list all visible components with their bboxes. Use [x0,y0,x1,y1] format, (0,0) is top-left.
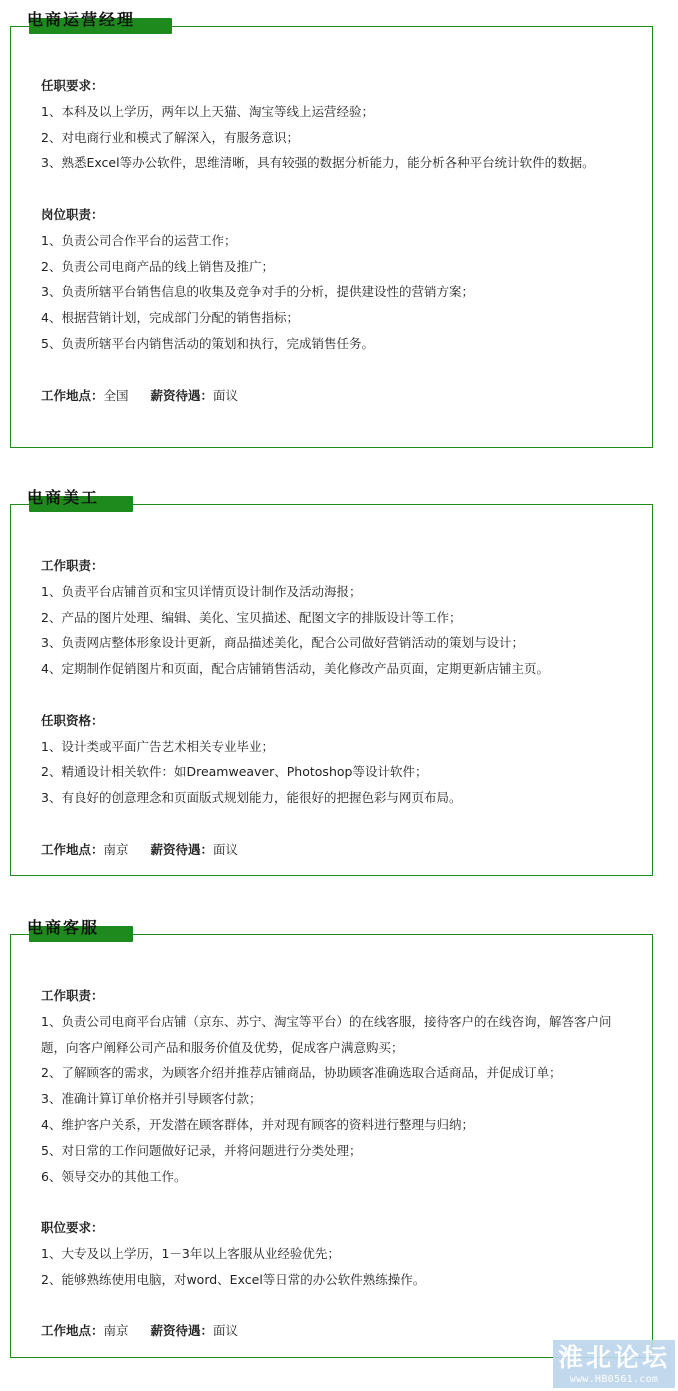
list-item: 3、准确计算订单价格并引导顾客付款； [41,1091,262,1107]
job-card-ecommerce-designer [10,488,653,876]
job-title: 电商运营经理 [27,10,136,29]
list-item: 2、对电商行业和模式了解深入，有服务意识； [41,129,299,145]
list-item: 5、对日常的工作问题做好记录，并将问题进行分类处理； [41,1142,362,1158]
list-item: 1、负责公司合作平台的运营工作； [41,232,237,248]
list-item: 5、负责所辖平台内销售活动的策划和执行，完成销售任务。 [41,335,374,351]
salary-label: 薪资待遇： [150,1323,214,1339]
job-title: 电商美工 [27,488,100,507]
job-footer [41,383,628,409]
list-item: 2、产品的图片处理、编辑、美化、宝贝描述、配图文字的排版设计等工作； [41,609,462,625]
list-item: 3、熟悉Excel等办公软件，思维清晰，具有较强的数据分析能力，能分析各种平台统计软件的数据。 [41,155,595,171]
job-card-ecommerce-customer-service [10,918,653,1358]
watermark-logo [553,1340,675,1388]
list-item: 3、负责网店整体形象设计更新，商品描述美化，配合公司做好营销活动的策划与设计； [41,635,524,651]
job-content [41,983,628,1344]
list-item: 2、负责公司电商产品的线上销售及推广； [41,258,274,274]
list-item: 6、领导交办的其他工作。 [41,1168,187,1184]
salary-label: 薪资待遇： [150,841,214,857]
list-item: 1、负责平台店铺首页和宝贝详情页设计制作及活动海报； [41,583,362,599]
location-value: 全国 [103,387,129,403]
salary-value: 面议 [213,1323,239,1339]
list-item: 1、设计类或平面广告艺术相关专业毕业； [41,738,274,754]
watermark-url: www.HB0561.com [569,1374,659,1385]
list-item: 3、负责所辖平台销售信息的收集及竞争对手的分析，提供建设性的营销方案； [41,284,474,300]
watermark-text: 淮北论坛 [557,1343,670,1372]
job-title: 电商客服 [27,918,100,937]
list-item: 2、了解顾客的需求，为顾客介绍并推荐店铺商品，协助顾客准确选取合适商品，并促成订单； [41,1065,562,1081]
location-label: 工作地点： [41,387,104,403]
section-heading: 工作职责： [41,558,104,573]
section-heading: 任职资格： [41,712,104,728]
list-item: 4、定期制作促销图片和页面，配合店铺销售活动，美化修改产品页面，定期更新店铺主页。 [41,661,549,677]
salary-value: 面议 [213,387,239,403]
job-footer [41,837,628,863]
list-item: 1、负责公司电商平台店铺（京东、苏宁、淘宝等平台）的在线客服，接待客户的在线咨询，解答客户问题，向客户阐释公司产品和服务价值及优势，促成客户满意购买； [41,1013,612,1055]
list-item: 3、有良好的创意理念和页面版式规划能力，能很好的把握色彩与网页布局。 [41,790,462,806]
location-label: 工作地点： [41,841,104,857]
job-content [41,73,628,408]
list-item: 4、根据营销计划，完成部门分配的销售指标； [41,310,299,326]
job-card-ecommerce-ops-manager [10,10,653,448]
location-label: 工作地点： [41,1323,104,1339]
salary-label: 薪资待遇： [150,387,214,403]
location-value: 南京 [103,1323,129,1339]
list-item: 1、大专及以上学历，1－3年以上客服从业经验优先； [41,1245,340,1261]
section-heading: 工作职责： [41,988,104,1003]
location-value: 南京 [103,841,129,857]
salary-value: 面议 [213,841,239,857]
list-item: 4、维护客户关系，开发潜在顾客群体，并对现有顾客的资料进行整理与归纳； [41,1116,474,1132]
list-item: 1、本科及以上学历，两年以上天猫、淘宝等线上运营经验； [41,103,374,119]
section-heading: 岗位职责： [41,206,104,222]
list-item: 2、能够熟练使用电脑，对word、Excel等日常的办公软件熟练操作。 [41,1271,426,1287]
job-footer [41,1318,628,1344]
section-heading: 任职要求： [41,78,104,93]
job-content [41,553,628,863]
list-item: 2、精通设计相关软件：如Dreamweaver、Photoshop等设计软件； [41,764,428,780]
section-heading: 职位要求： [41,1220,104,1236]
